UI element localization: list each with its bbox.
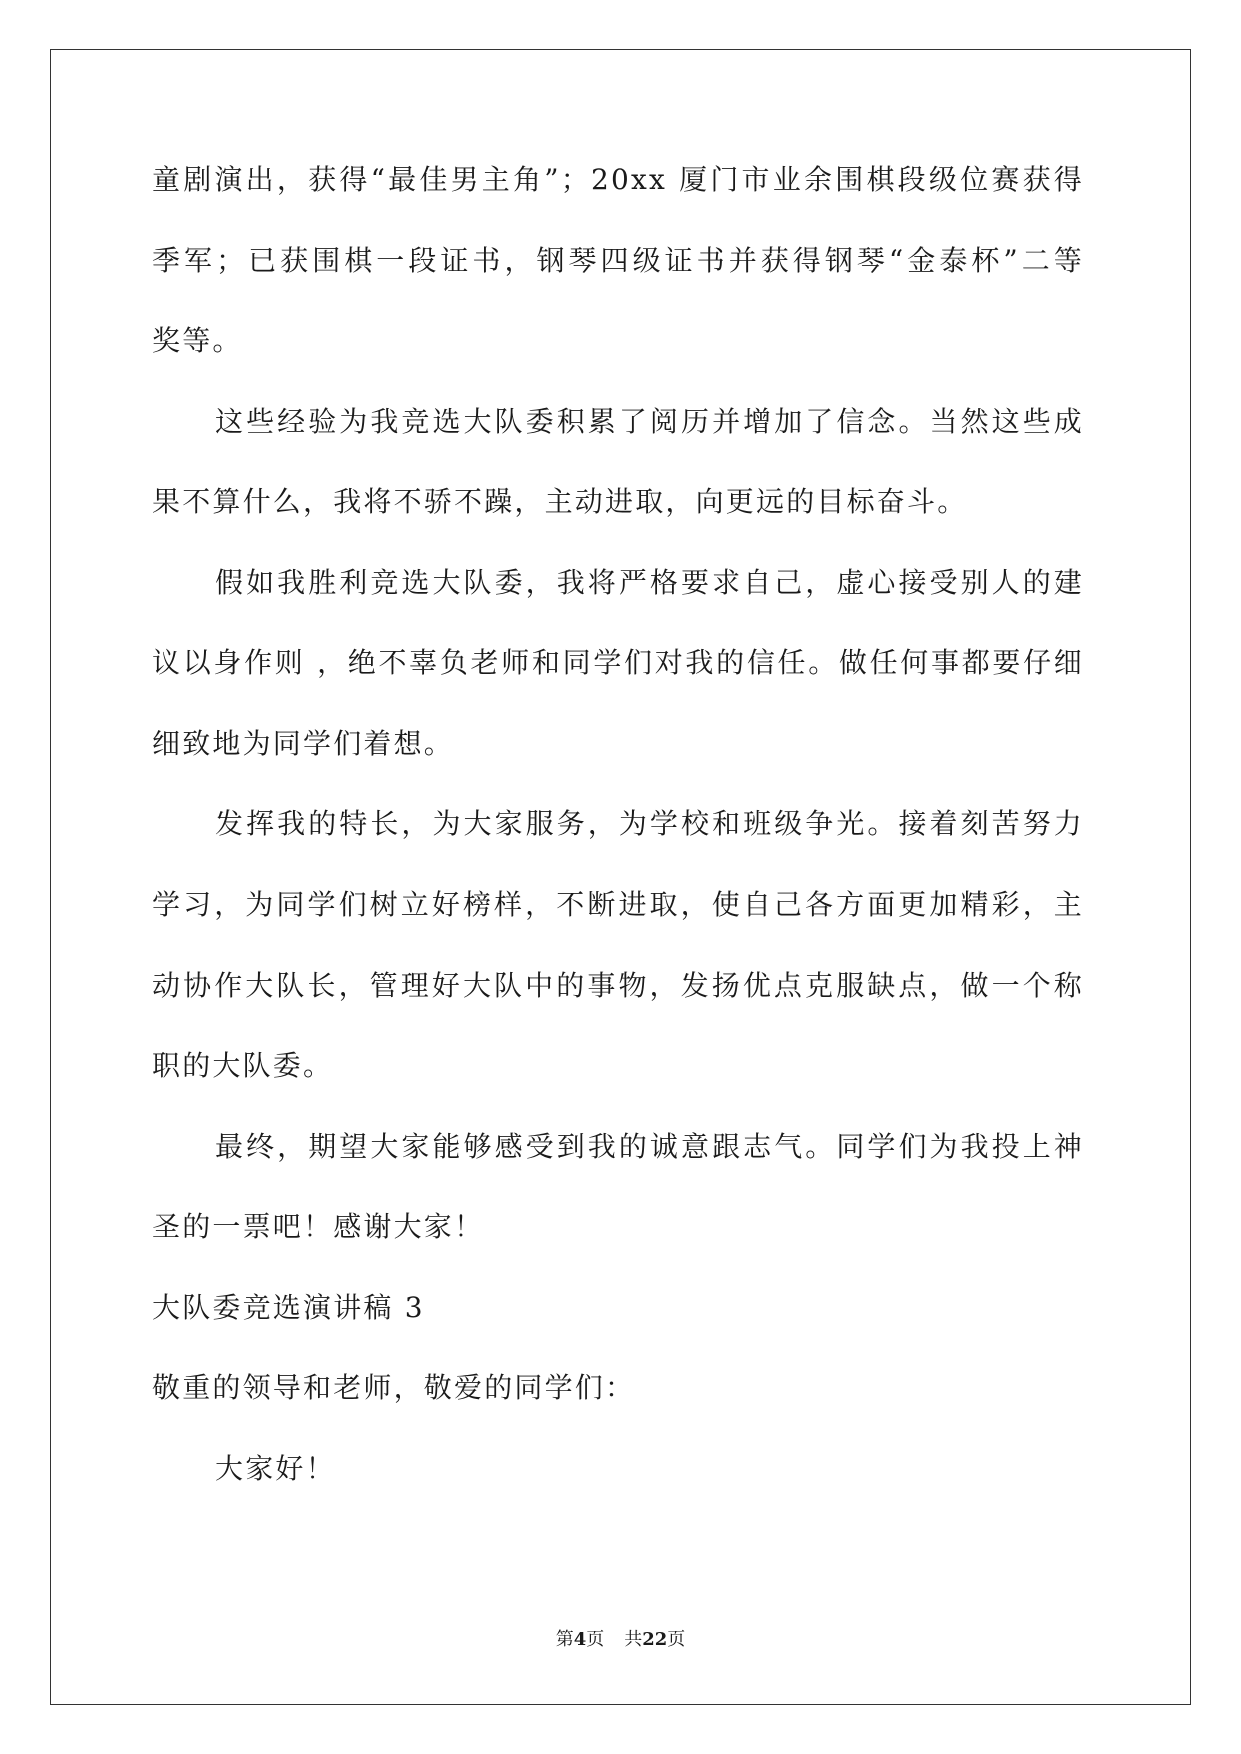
text-line: 细致地为同学们着想。 <box>152 727 455 760</box>
text-line: 动协作大队长，管理好大队中的事物，发扬优点克服缺点，做一个称 <box>152 969 1084 1002</box>
total-prefix: 共 <box>624 1629 643 1650</box>
text-line: 学习，为同学们树立好榜样，不断进取，使自己各方面更加精彩，主 <box>152 888 1084 921</box>
text-line: 果不算什么，我将不骄不躁，主动进取，向更远的目标奋斗。 <box>152 485 968 518</box>
total-pages: 22 <box>642 1629 668 1650</box>
text-line: 职的大队委。 <box>152 1049 334 1082</box>
text-line: 议以身作则 ，绝不辜负老师和同学们对我的信任。做任何事都要仔细 <box>152 646 1084 679</box>
text-line: 季军；已获围棋一段证书，钢琴四级证书并获得钢琴“金泰杯”二等 <box>152 244 1084 277</box>
greeting: 大家好！ <box>215 1452 336 1485</box>
paragraph-first-line: 最终，期望大家能够感受到我的诚意跟志气。同学们为我投上神 <box>215 1130 1084 1163</box>
page-number: 4 <box>573 1629 587 1650</box>
paragraph-first-line: 这些经验为我竞选大队委积累了阅历并增加了信念。当然这些成 <box>215 405 1084 438</box>
text-line: 奖等。 <box>152 324 243 357</box>
text-line: 童剧演出，获得“最佳男主角”；20xx 厦门市业余围棋段级位赛获得 <box>152 163 1084 196</box>
total-suffix: 页 <box>667 1629 686 1650</box>
paragraph-first-line: 发挥我的特长，为大家服务，为学校和班级争光。接着刻苦努力 <box>215 807 1084 840</box>
page-footer <box>0 1628 1241 1652</box>
section-heading: 大队委竞选演讲稿 3 <box>152 1291 425 1324</box>
salutation: 敬重的领导和老师，敬爱的同学们： <box>152 1371 636 1404</box>
text-line: 圣的一票吧！感谢大家！ <box>152 1210 485 1243</box>
paragraph-first-line: 假如我胜利竞选大队委，我将严格要求自己，虚心接受别人的建 <box>215 566 1084 599</box>
page-prefix: 第 <box>555 1629 574 1650</box>
page-suffix: 页 <box>586 1629 605 1650</box>
